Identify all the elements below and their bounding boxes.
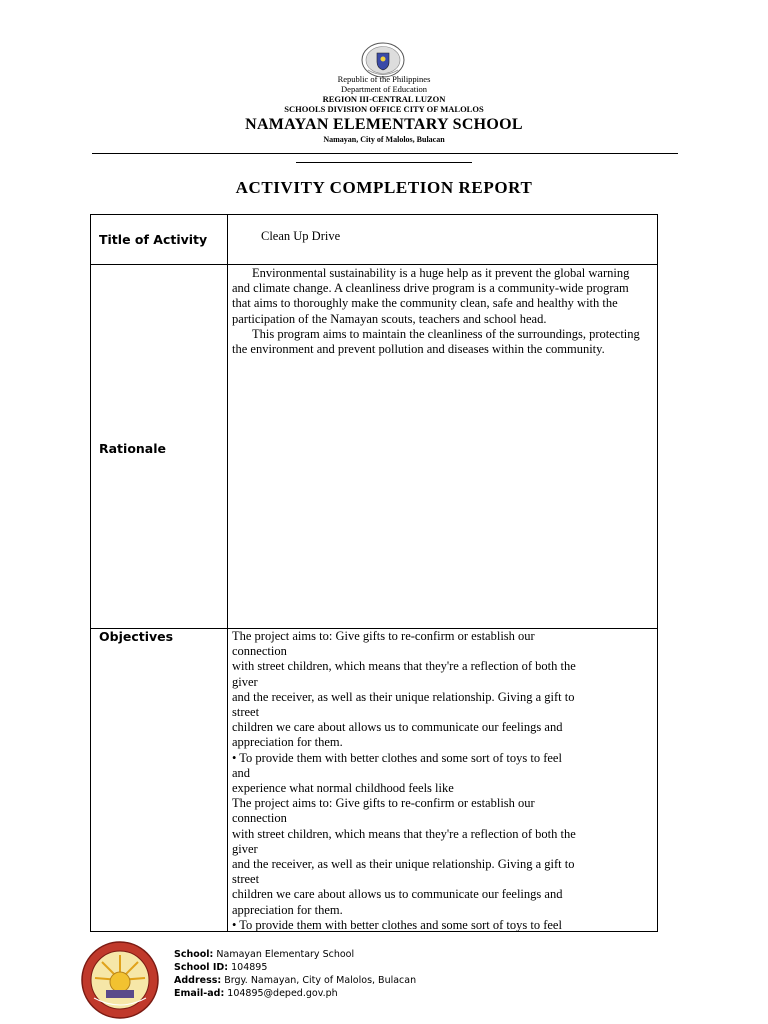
rationale-text [232,266,650,357]
objectives-line: giver [232,841,258,856]
title-value: Clean Up Drive [261,229,341,243]
region-line: REGION III-CENTRAL LUZON [322,94,446,104]
objectives-line: giver [232,674,258,689]
footer-school-value: Namayan Elementary School [216,949,355,960]
objectives-line: appreciation for them. [232,902,343,917]
footer-school-label: School: [174,949,214,960]
header-short-divider [296,162,472,163]
objectives-line: street [232,705,260,720]
objectives-line: • To provide them with better clothes and some sort of toys to feel [232,750,562,765]
objectives-line: and the receiver, as well as their unique relationship. Giving a gift to [232,857,575,872]
objectives-line: with street children, which means that they're a reflection of both the [232,826,576,841]
column-divider [227,629,228,931]
objectives-line: • To provide them with better clothes and some sort of toys to feel [232,917,562,931]
footer-address [174,975,416,988]
report-table [90,214,658,932]
title-label: Title of Activity [99,232,208,247]
objectives-line: experience what normal childhood feels like [232,781,454,796]
objectives-line: appreciation for them. [232,735,343,750]
objectives-line: connection [232,811,287,826]
objectives-line: The project aims to: Give gifts to re-confirm or establish our [232,629,535,643]
rationale-label: Rationale [99,441,167,456]
division-line: SCHOOLS DIVISION OFFICE CITY OF MALOLOS [284,104,484,114]
footer-address-value: Brgy. Namayan, City of Malolos, Bulacan [224,975,417,986]
republic-line: Republic of the Philippines [337,74,431,84]
objectives-line: The project aims to: Give gifts to re-confirm or establish our [232,796,535,811]
footer-address-label: Address: [174,975,222,986]
deped-seal-icon [360,42,406,78]
objectives-line: children we care about allows us to communicate our feelings and [232,887,563,902]
objectives-line: street [232,872,260,887]
footer-id-value: 104895 [231,962,268,973]
table-row-rationale [91,265,657,629]
school-address: Namayan, City of Malolos, Bulacan [323,135,445,144]
footer-email-value: 104895@deped.gov.ph [227,988,338,999]
table-row-title [91,215,657,265]
footer-email-label: Email-ad: [174,988,225,999]
school-logo-icon [80,940,160,1020]
header-divider [92,153,678,154]
rationale-paragraph-1: Environmental sustainability is a huge help as it prevent the global warning and climate change. A cleanliness drive program is a community-wide program that aims to thoroughly make the community clean, safe and healthy with the participation of the Namayan scouts, teachers and school head. [232,266,630,326]
footer-school [174,949,354,962]
footer-id-label: School ID: [174,962,229,973]
footer-school-id [174,962,267,975]
column-divider [227,265,228,628]
objectives-line: and the receiver, as well as their unique relationship. Giving a gift to [232,689,575,704]
report-title: ACTIVITY COMPLETION REPORT [235,178,533,197]
objectives-line: children we care about allows us to communicate our feelings and [232,720,563,735]
objectives-label: Objectives [99,629,174,644]
table-row-objectives [91,629,657,931]
objectives-line: connection [232,644,287,659]
column-divider [227,215,228,264]
rationale-paragraph-2: This program aims to maintain the cleanliness of the surroundings, protecting the environment and prevent pollution and diseases within the community. [232,326,640,357]
objectives-line: and [232,765,251,780]
objectives-text [232,629,650,931]
department-line: Department of Education [341,84,427,94]
objectives-line: with street children, which means that they're a reflection of both the [232,659,576,674]
school-name: NAMAYAN ELEMENTARY SCHOOL [245,116,523,133]
footer-email [174,988,338,1001]
